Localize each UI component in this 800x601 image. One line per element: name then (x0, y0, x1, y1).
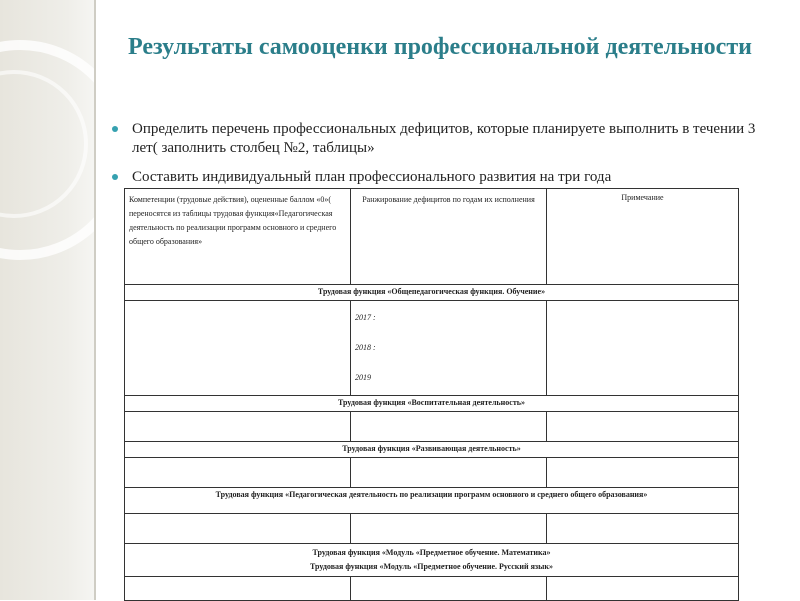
table-cell (125, 577, 351, 601)
table-row (125, 577, 739, 601)
table-cell (547, 412, 739, 442)
module-russian: Трудовая функция «Модуль «Предметное обучение. Русский язык» (310, 562, 553, 571)
table-cell (125, 301, 351, 396)
header-competencies: Компетенции (трудовые действия), оцененные баллом «0»( переносятся из таблицы трудовая функция«Педагогическая деятельность по реализации программ основного и среднего общего образования» (125, 189, 351, 285)
function-row (125, 488, 739, 514)
divider-line (94, 0, 96, 600)
table-cell (547, 458, 739, 488)
year-2017: 2017 : (355, 313, 376, 322)
function-row (125, 285, 739, 301)
header-notes: Примечание (547, 189, 739, 285)
bullet-list (112, 120, 772, 197)
table-cell (547, 301, 739, 396)
table-cell (125, 412, 351, 442)
bullet-item (112, 168, 772, 187)
bullet-dot-icon (112, 174, 118, 180)
development-plan-table (124, 188, 739, 601)
function-label: Трудовая функция «Общепедагогическая функция. Обучение» (125, 285, 739, 301)
table-header-row (125, 189, 739, 285)
function-row (125, 442, 739, 458)
header-ranking: Ранжирование дефицитов по годам их исполнения (351, 189, 547, 285)
year-2018: 2018 : (355, 343, 376, 352)
year-2019: 2019 (355, 373, 371, 382)
table-cell (351, 577, 547, 601)
table-row (125, 301, 739, 396)
bullet-item (112, 120, 772, 158)
table-row (125, 458, 739, 488)
bullet-dot-icon (112, 126, 118, 132)
function-label-modules (125, 544, 739, 577)
table-cell (547, 514, 739, 544)
function-label: Трудовая функция «Воспитательная деятельность» (125, 396, 739, 412)
left-decoration (0, 0, 96, 600)
table-cell (125, 458, 351, 488)
bullet-text: Составить индивидуальный план профессионального развития на три года (132, 169, 612, 185)
function-label: Трудовая функция «Развивающая деятельность» (125, 442, 739, 458)
table-cell (351, 412, 547, 442)
table-row (125, 514, 739, 544)
function-row (125, 544, 739, 577)
function-label: Трудовая функция «Педагогическая деятельность по реализации программ основного и среднего общего образования» (125, 488, 739, 514)
table-cell (547, 577, 739, 601)
years-cell (351, 301, 547, 396)
table-cell (351, 514, 547, 544)
table-cell (351, 458, 547, 488)
table-cell (125, 514, 351, 544)
module-math: Трудовая функция «Модуль «Предметное обучение. Математика» (312, 548, 551, 557)
function-row (125, 396, 739, 412)
slide-title: Результаты самооценки профессиональной деятельности (128, 34, 752, 60)
bullet-text: Определить перечень профессиональных дефицитов, которые планируете выполнить в течении 3 лет( заполнить столбец №2, таблицы» (132, 121, 756, 156)
table-row (125, 412, 739, 442)
